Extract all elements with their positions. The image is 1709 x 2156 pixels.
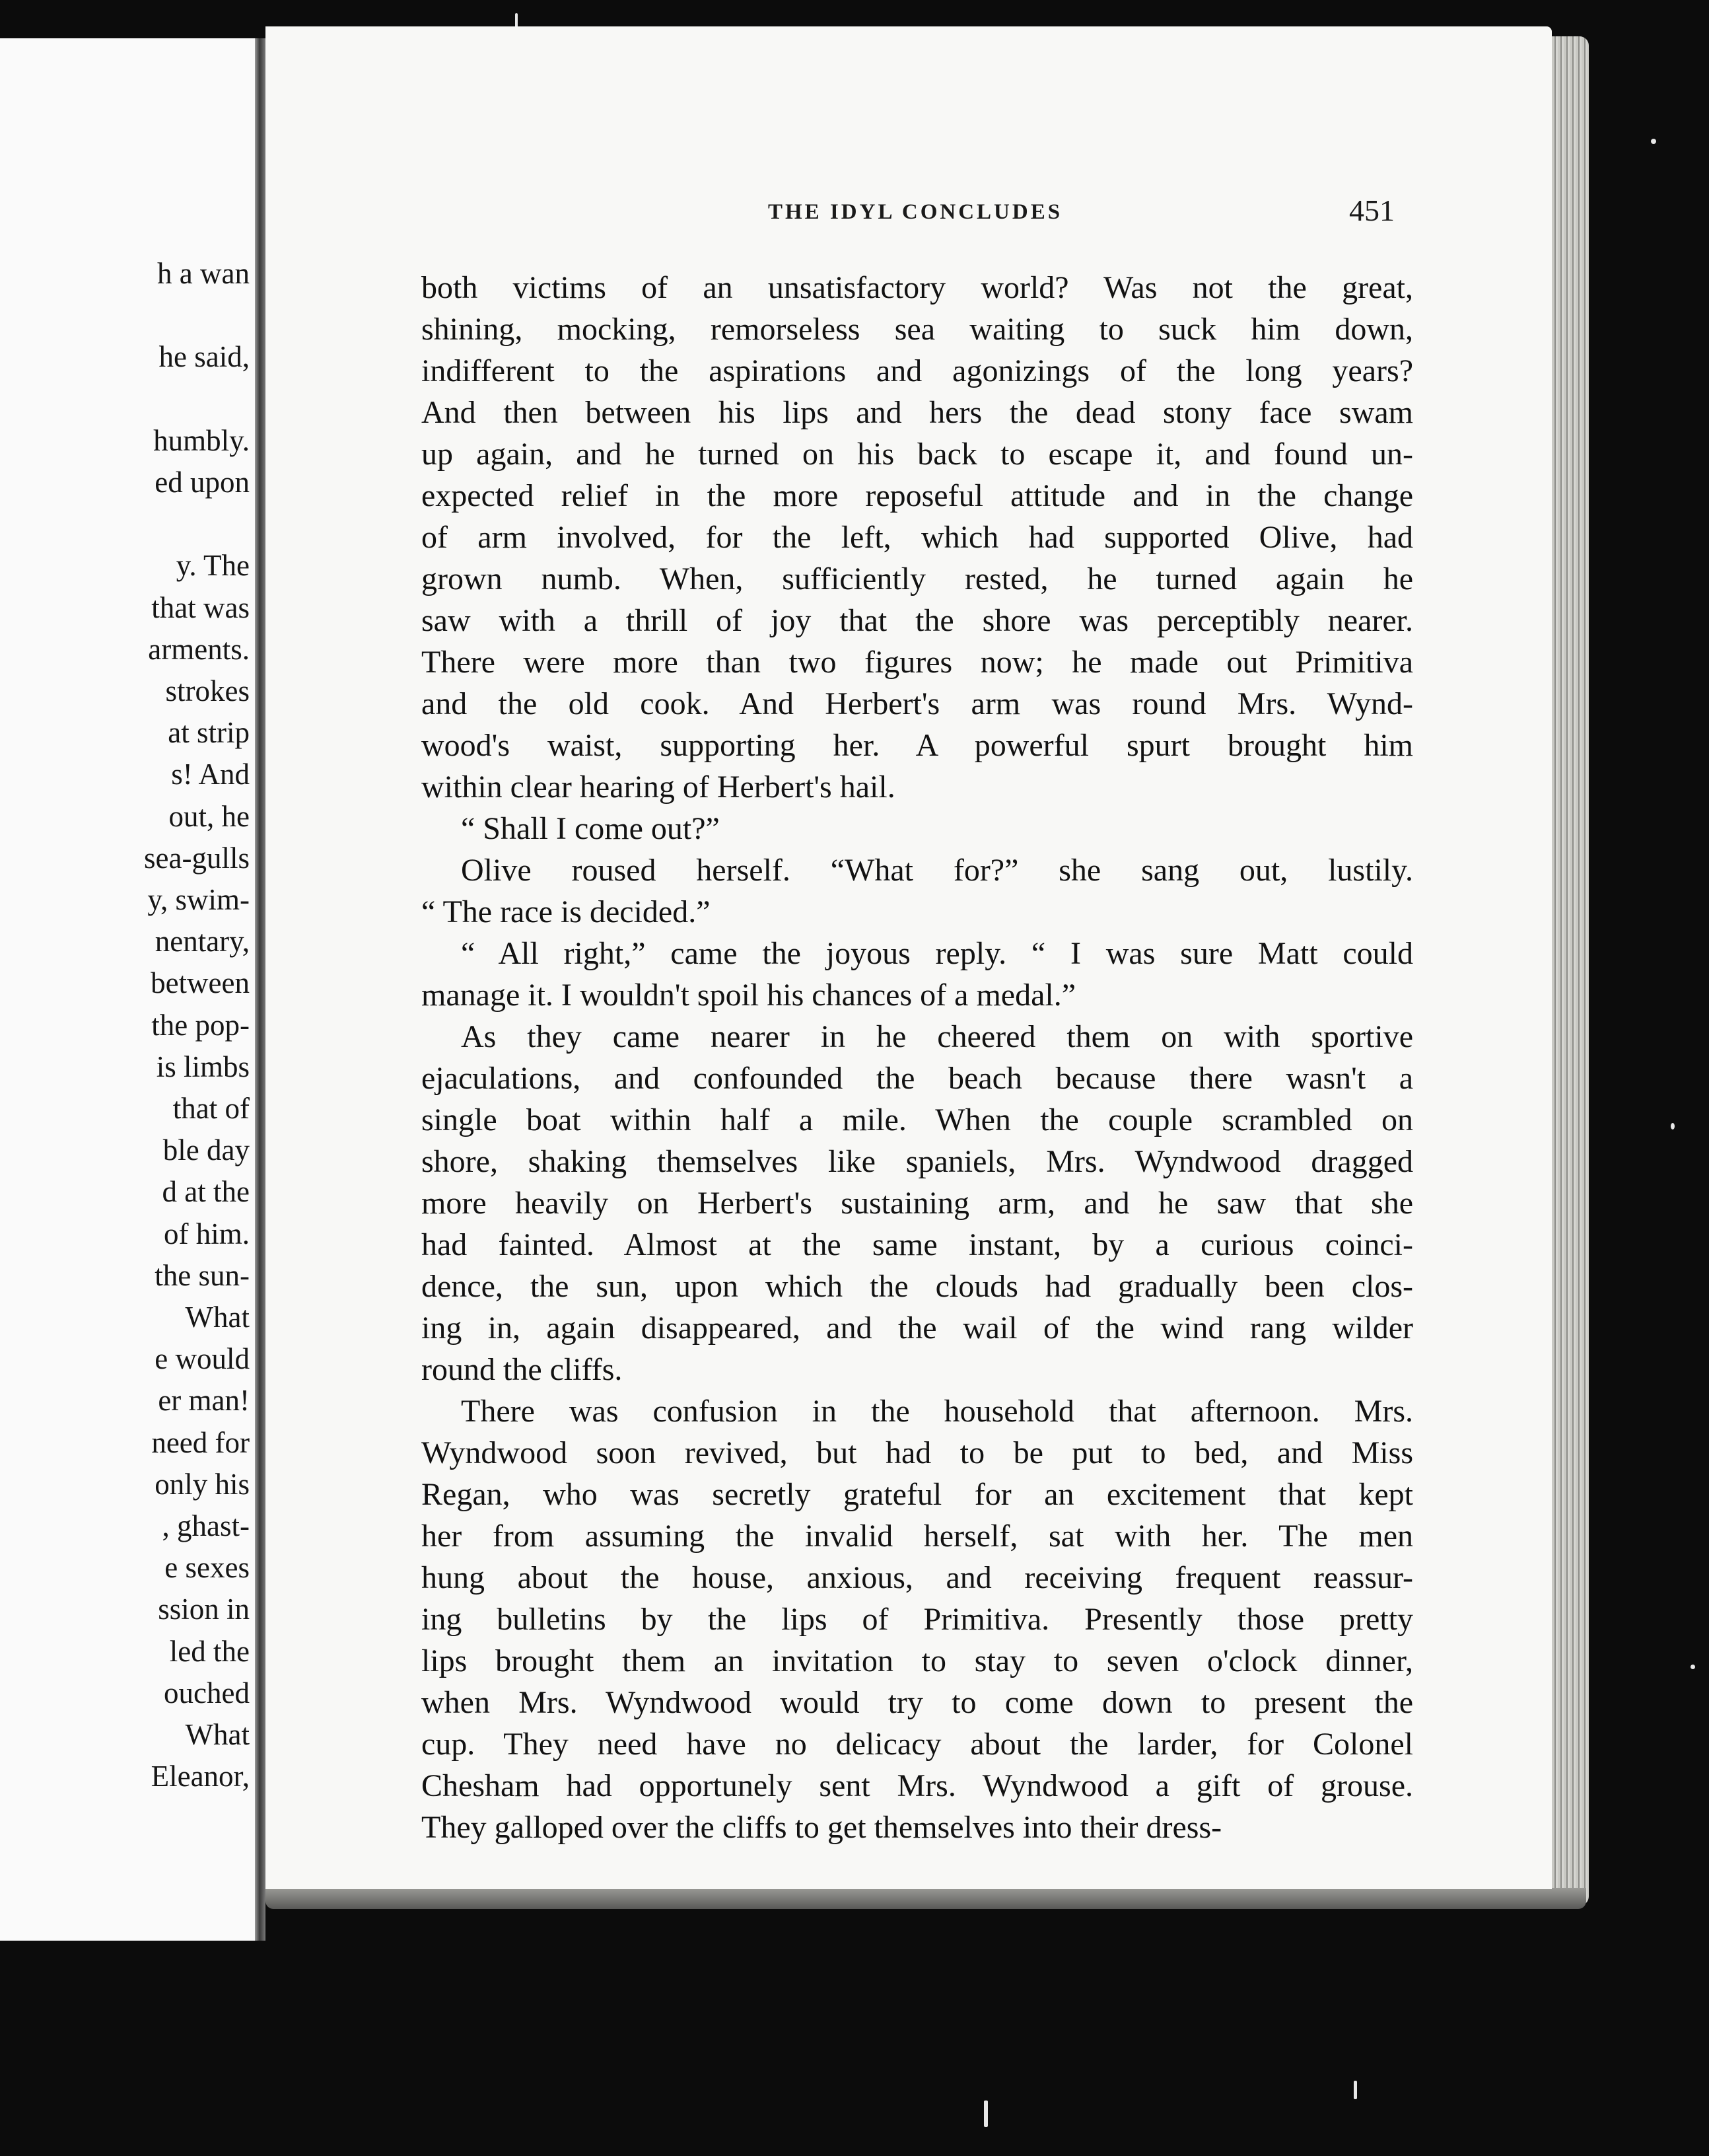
text-line: There was confusion in the household that afternoon. Mrs. <box>461 1394 1413 1429</box>
facing-page-line: , ghast- <box>162 1509 250 1542</box>
text-line: manage it. I wouldn't spoil his chances of a medal.” <box>421 978 1076 1013</box>
body-text <box>421 267 1413 1848</box>
page-number: 451 <box>1349 194 1395 227</box>
page-stack-edge <box>1552 36 1589 1906</box>
text-line: her from assuming the invalid herself, sat with her. The men <box>421 1519 1413 1554</box>
facing-page-line: d at the <box>162 1175 250 1209</box>
facing-page-line: What <box>185 1718 250 1751</box>
facing-page-line: y, swim- <box>147 883 250 916</box>
facing-page-line: at strip <box>168 716 250 750</box>
text-line: Olive roused herself. “What for?” she sang out, lustily. <box>461 853 1413 888</box>
text-line: both victims of an unsatisfactory world? Was not the great, <box>421 270 1413 305</box>
scan-speck <box>1354 2081 1357 2099</box>
facing-page-line: out, he <box>168 799 250 833</box>
text-line: dence, the sun, upon which the clouds had gradually been clos- <box>421 1269 1413 1304</box>
text-line: Chesham had opportunely sent Mrs. Wyndwood a gift of grouse. <box>421 1768 1413 1803</box>
scan-speck <box>1691 1665 1695 1669</box>
book-gutter <box>255 38 265 1941</box>
text-line: As they came nearer in he cheered them on with sportive <box>461 1019 1413 1054</box>
text-line: lips brought them an invitation to stay to seven o'clock dinner, <box>421 1643 1413 1678</box>
text-line: “ Shall I come out?” <box>461 811 720 846</box>
facing-page-line: strokes <box>165 674 250 707</box>
text-line: expected relief in the more reposeful attitude and in the change <box>421 478 1413 513</box>
text-line: ing bulletins by the lips of Primitiva. Presently those pretty <box>421 1602 1413 1637</box>
text-line: Wyndwood soon revived, but had to be put to bed, and Miss <box>421 1435 1413 1470</box>
text-line: And then between his lips and hers the dead stony face swam <box>421 395 1413 430</box>
scan-speck <box>984 2101 988 2127</box>
facing-page-line: ed upon <box>155 466 250 499</box>
facing-page-line: Eleanor, <box>151 1760 250 1793</box>
facing-page-line: e would <box>155 1342 250 1376</box>
facing-page-line: the sun- <box>155 1258 250 1292</box>
facing-page-line: What <box>185 1301 250 1334</box>
text-line: grown numb. When, sufficiently rested, he turned again he <box>421 561 1413 596</box>
text-line: cup. They need have no delicacy about the larder, for Colonel <box>421 1727 1413 1762</box>
text-line: “ The race is decided.” <box>421 894 711 929</box>
text-line: hung about the house, anxious, and receiving frequent reassur- <box>421 1560 1413 1595</box>
facing-page-line: nentary, <box>155 925 250 958</box>
facing-page-fragment <box>0 38 256 1941</box>
text-line: and the old cook. And Herbert's arm was round Mrs. Wynd- <box>421 686 1413 721</box>
text-line: wood's waist, supporting her. A powerful spurt brought him <box>421 728 1413 763</box>
facing-page-line: arments. <box>148 632 250 666</box>
text-line: had fainted. Almost at the same instant, by a curious coinci- <box>421 1227 1413 1262</box>
text-line: indifferent to the aspirations and agonizings of the long years? <box>421 353 1413 388</box>
facing-page-line: the pop- <box>151 1008 250 1042</box>
facing-page-line: of him. <box>164 1217 250 1250</box>
text-line: There were more than two figures now; he made out Primitiva <box>421 645 1413 680</box>
facing-page-line: sea-gulls <box>144 841 250 875</box>
text-line: They galloped over the cliffs to get themselves into their dress- <box>421 1810 1222 1845</box>
text-line: of arm involved, for the left, which had supported Olive, had <box>421 520 1413 555</box>
facing-page-line: that of <box>172 1092 250 1125</box>
text-line: when Mrs. Wyndwood would try to come down to present the <box>421 1685 1413 1720</box>
facing-page-line: only his <box>155 1467 250 1501</box>
facing-page-line: is limbs <box>156 1050 250 1083</box>
facing-page-line: er man! <box>158 1384 250 1418</box>
text-line: ing in, again disappeared, and the wail of the wind rang wilder <box>421 1311 1413 1346</box>
text-line: more heavily on Herbert's sustaining arm, and he saw that she <box>421 1186 1413 1221</box>
facing-page-line: between <box>151 966 250 1000</box>
running-head: THE IDYL CONCLUDES <box>768 200 1063 224</box>
facing-page-line: he said, <box>158 340 250 374</box>
facing-page-line: h a wan <box>157 257 250 290</box>
scan-speck <box>1651 139 1656 144</box>
facing-page-line: e sexes <box>164 1551 250 1585</box>
text-line: up again, and he turned on his back to escape it, and found un- <box>421 437 1413 472</box>
text-line: Regan, who was secretly grateful for an excitement that kept <box>421 1477 1413 1512</box>
text-line: single boat within half a mile. When the couple scrambled on <box>421 1102 1413 1137</box>
facing-page-line: ouched <box>164 1676 250 1709</box>
text-line: saw with a thrill of joy that the shore was perceptibly nearer. <box>421 603 1413 638</box>
facing-page-line: s! And <box>171 758 250 791</box>
text-line: within clear hearing of Herbert's hail. <box>421 770 895 805</box>
text-line: “ All right,” came the joyous reply. “ I was sure Matt could <box>461 936 1413 971</box>
scan-speck <box>1671 1123 1675 1130</box>
facing-page-line: humbly. <box>153 423 250 457</box>
text-line: ejaculations, and confounded the beach because there wasn't a <box>421 1061 1413 1096</box>
text-line: shining, mocking, remorseless sea waiting to suck him down, <box>421 312 1413 347</box>
facing-page-line: led the <box>169 1634 250 1668</box>
facing-page-line: that was <box>151 591 250 624</box>
page-bottom-edge <box>265 1888 1586 1909</box>
facing-page-line: y. The <box>176 549 250 583</box>
facing-page-line: need for <box>151 1425 250 1459</box>
text-line: shore, shaking themselves like spaniels, Mrs. Wyndwood dragged <box>421 1144 1413 1179</box>
facing-page-line: ble day <box>162 1133 250 1167</box>
text-line: round the cliffs. <box>421 1352 623 1387</box>
facing-page-line: ssion in <box>158 1593 250 1626</box>
